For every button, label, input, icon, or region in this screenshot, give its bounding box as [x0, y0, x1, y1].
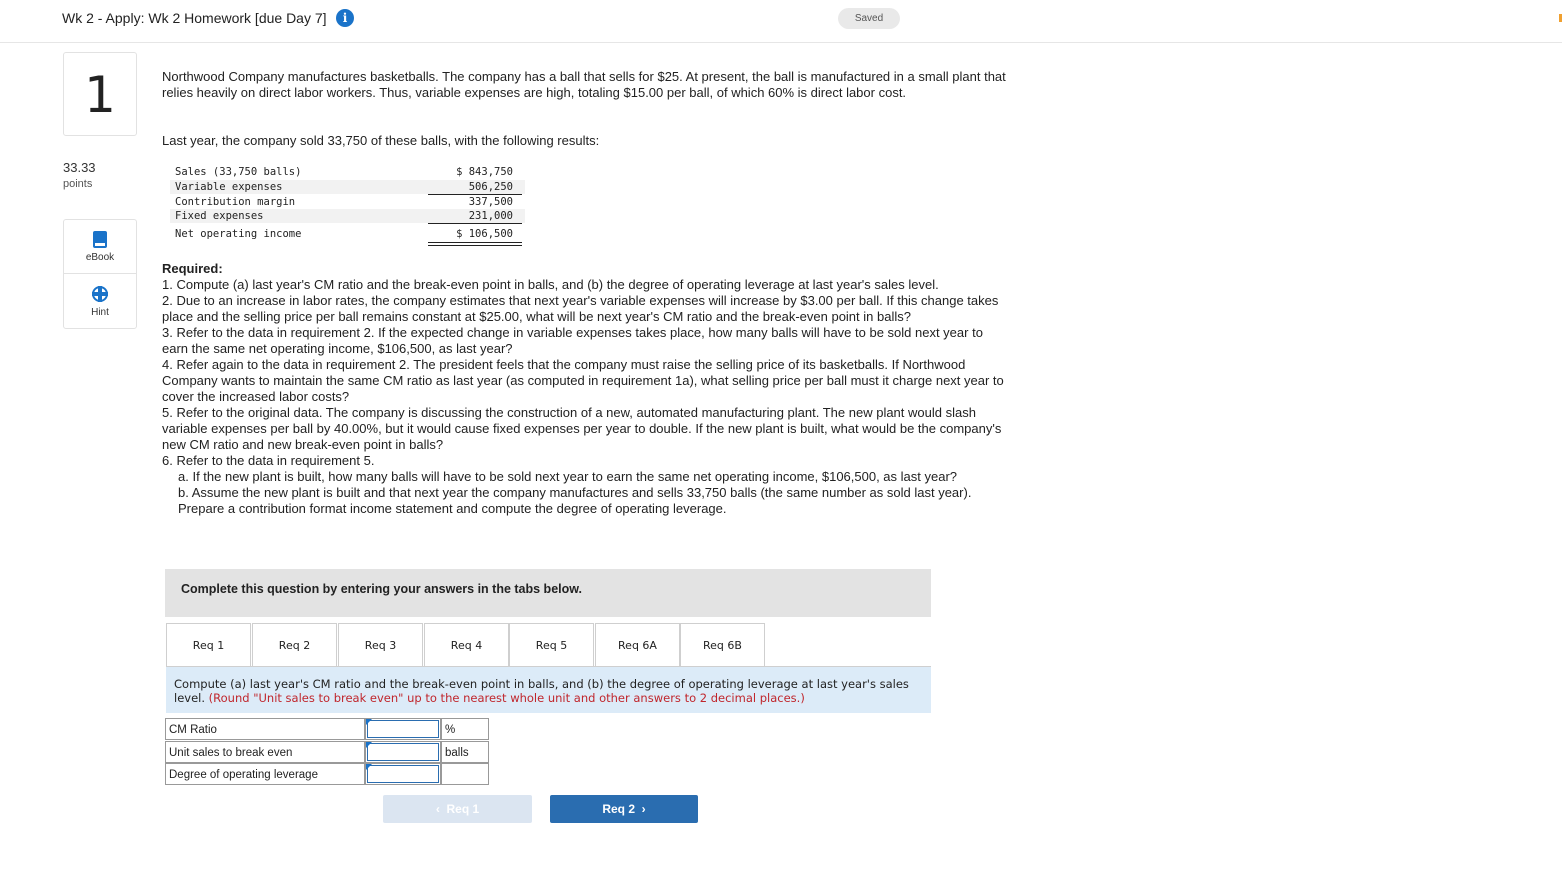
answer-unit: % [441, 718, 489, 740]
answer-label: Degree of operating leverage [165, 763, 365, 785]
answer-label: CM Ratio [165, 718, 365, 740]
book-icon [93, 231, 107, 248]
underline [428, 223, 522, 224]
answer-unit: balls [441, 741, 489, 763]
tool-panel [63, 219, 137, 329]
answer-cell [365, 718, 441, 740]
required-item: 2. Due to an increase in labor rates, the company estimates that next year's variable expenses will increase by $3.00 per ball. If this change takes place and the selling price per ball remains constant at $25.00, what will be next year's CM ratio and the break-even point in balls? [162, 293, 999, 324]
answer-cell [365, 763, 441, 785]
statement-label: Net operating income [175, 228, 302, 240]
statement-value: 337,500 [468, 196, 513, 208]
top-bar [0, 0, 1562, 43]
tab-req-1[interactable]: Req 1 [166, 623, 251, 666]
required-heading: Required: [162, 261, 223, 276]
statement-label: Sales (33,750 balls) [175, 166, 302, 178]
statement-label: Fixed expenses [175, 210, 264, 222]
input-flag-icon [366, 719, 372, 725]
points-value: 33.33 [63, 160, 96, 175]
next-label: Req 2 [602, 802, 635, 816]
statement-value: 231,000 [468, 210, 513, 222]
tab-instruction [174, 677, 919, 705]
instruction-note: (Round "Unit sales to break even" up to the nearest whole unit and other answers to 2 decimal places.) [208, 691, 805, 705]
ebook-label: eBook [85, 252, 115, 263]
chevron-right-icon: › [641, 802, 646, 816]
statement-row [170, 227, 525, 241]
problem-intro: Northwood Company manufactures basketballs. The company has a ball that sells for $25. At present, the ball is manufactured in a small plant that relies heavily on direct labor workers. Thus, variable expenses are high, totaling $15.00 per ball, of which 60% is direct labor cost. [162, 69, 1006, 100]
prev-req-button[interactable] [383, 795, 532, 823]
required-item: 3. Refer to the data in requirement 2. If the expected change in variable expenses takes place, how many balls will have to be sold next year to earn the same net operating income, $106,500, as last year? [162, 325, 983, 356]
points-label: points [63, 178, 93, 190]
answer-unit [441, 763, 489, 785]
statement-row [170, 209, 525, 223]
next-req-button[interactable] [550, 795, 698, 823]
statement-row [170, 180, 525, 194]
tab-req-6a[interactable]: Req 6A [595, 623, 680, 666]
required-item: 6. Refer to the data in requirement 5. [162, 453, 375, 468]
saved-status-badge: Saved [838, 8, 900, 29]
statement-label: Contribution margin [175, 196, 296, 208]
tab-req-4[interactable]: Req 4 [424, 623, 509, 666]
tab-req-3[interactable]: Req 3 [338, 623, 423, 666]
required-section [162, 261, 1012, 517]
tab-req-6b[interactable]: Req 6B [680, 623, 765, 666]
operating-leverage-input[interactable] [367, 765, 439, 783]
input-flag-icon [366, 742, 372, 748]
statement-value: 506,250 [468, 181, 513, 193]
ebook-button[interactable] [64, 220, 136, 274]
required-subitem: b. Assume the new plant is built and that next year the company manufactures and sells 33,750 balls (the same number as sold last year). Prepare a contribution format income statement and compute the degree of operating leverage. [178, 485, 972, 516]
hint-label: Hint [91, 307, 109, 318]
required-subitem: a. If the new plant is built, how many balls will have to be sold next year to earn the same net operating income, $106,500, as last year? [178, 469, 958, 484]
statement-label: Variable expenses [175, 181, 283, 193]
hint-button[interactable] [64, 274, 136, 328]
chevron-left-icon: ‹ [435, 802, 440, 816]
double-underline [428, 242, 522, 243]
tab-req-5[interactable]: Req 5 [509, 623, 594, 666]
instruction-text: Compute (a) last year's CM ratio and the break-even point in balls, and (b) the degree of operating leverage at last year's sales level. [174, 677, 909, 705]
statement-value: $ 106,500 [456, 228, 513, 240]
problem-last-year: Last year, the company sold 33,750 of these balls, with the following results: [162, 133, 600, 148]
tab-req-2[interactable]: Req 2 [252, 623, 337, 666]
break-even-units-input[interactable] [367, 743, 439, 761]
assignment-title: Wk 2 - Apply: Wk 2 Homework [due Day 7] [62, 10, 327, 26]
double-underline [428, 245, 522, 246]
required-item: 5. Refer to the original data. The company is discussing the construction of a new, automated manufacturing plant. The new plant would slash variable expenses per ball by 40.00%, but it would cause fixed expenses per year to double. If the new plant is built, what would be the company's new CM ratio and new break-even point in balls? [162, 405, 1002, 452]
instructions-banner [165, 569, 931, 617]
question-number: 1 [63, 52, 137, 136]
banner-text: Complete this question by entering your answers in the tabs below. [181, 582, 582, 596]
answer-label: Unit sales to break even [165, 741, 365, 763]
required-item: 1. Compute (a) last year's CM ratio and the break-even point in balls, and (b) the degree of operating leverage at last year's sales level. [162, 277, 939, 292]
input-flag-icon [366, 764, 372, 770]
tab-instruction-box [166, 667, 931, 713]
required-item: 4. Refer again to the data in requirement 2. The president feels that the company must raise the selling price of its basketballs. If Northwood Company wants to maintain the same CM ratio as last year (as computed in requirement 1a), what selling price per ball must it charge next year to cover the increased labor costs? [162, 357, 1004, 404]
info-icon[interactable]: i [336, 9, 354, 27]
answer-cell [365, 741, 441, 763]
statement-value: $ 843,750 [456, 166, 513, 178]
statement-row [170, 165, 525, 179]
prev-label: Req 1 [446, 802, 480, 816]
statement-row [170, 195, 525, 209]
cm-ratio-input[interactable] [367, 720, 439, 738]
hint-icon [92, 286, 108, 302]
